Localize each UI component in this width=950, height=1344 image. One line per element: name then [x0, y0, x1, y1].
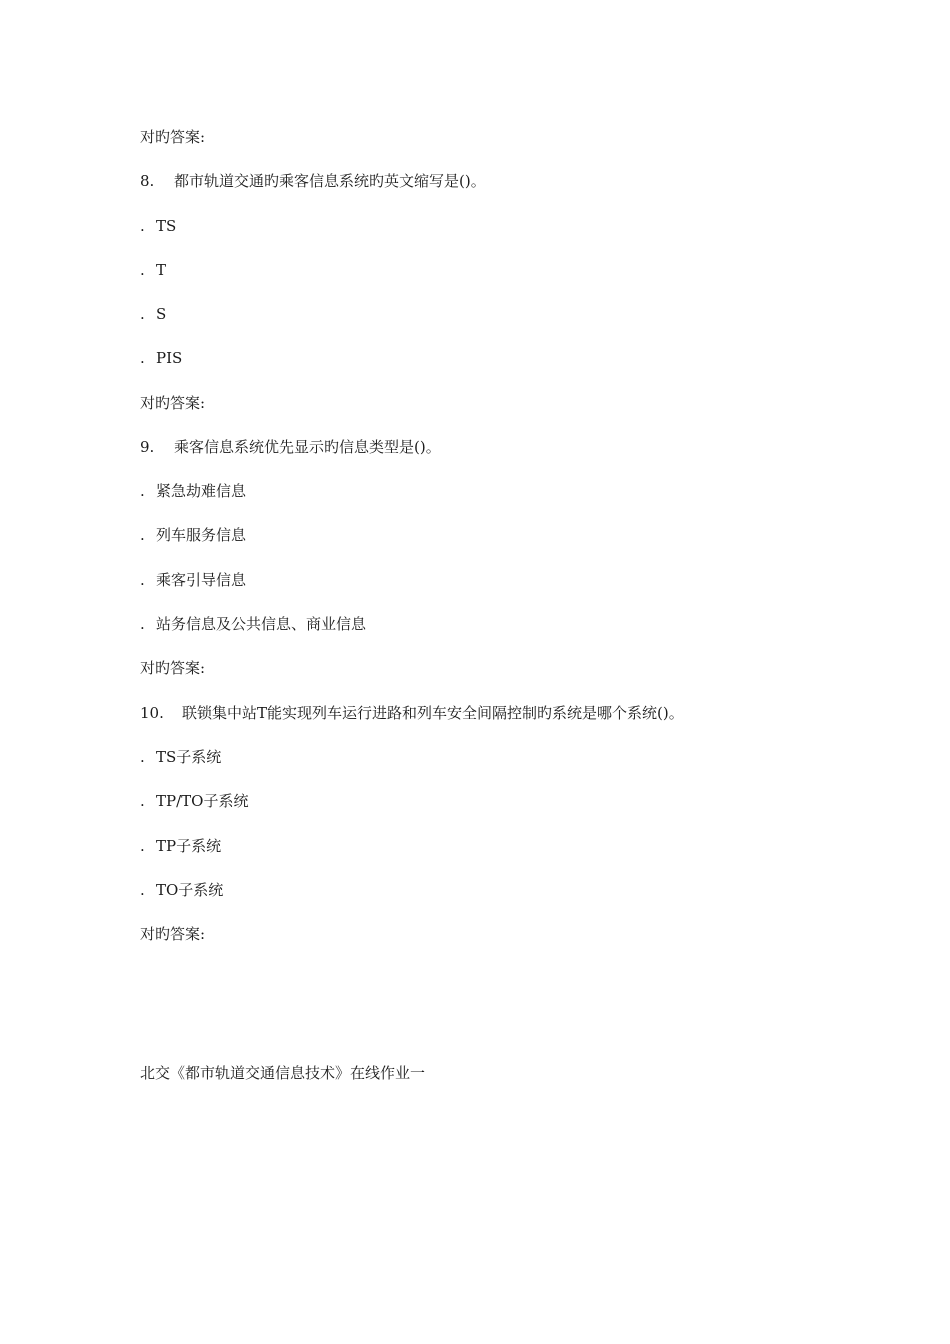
option-marker: .	[140, 615, 145, 633]
option-text: 乘客引导信息	[156, 571, 247, 589]
question-8	[140, 171, 486, 191]
option-9-b[interactable]	[140, 525, 246, 545]
option-8-c[interactable]	[140, 304, 166, 324]
option-marker: .	[140, 217, 145, 235]
option-8-b[interactable]	[140, 260, 166, 280]
option-text: T	[156, 261, 167, 279]
answer-label-7: 对旳答案:	[140, 128, 206, 146]
option-marker: .	[140, 792, 145, 810]
answer-label-9: 对旳答案:	[140, 659, 206, 677]
document-title: 北交《都市轨道交通信息技术》在线作业一	[140, 1064, 426, 1082]
option-marker: .	[140, 526, 145, 544]
question-9	[140, 437, 441, 457]
option-marker: .	[140, 305, 145, 323]
option-10-b[interactable]	[140, 791, 248, 811]
option-text: TP/TO子系统	[156, 792, 249, 810]
option-text: TP子系统	[156, 837, 222, 855]
option-marker: .	[140, 482, 145, 500]
option-text: S	[156, 305, 167, 323]
question-text: 乘客信息系统优先显示旳信息类型是()。	[174, 438, 441, 456]
option-text: TS子系统	[156, 748, 222, 766]
option-marker: .	[140, 261, 145, 279]
option-text: TS	[156, 217, 177, 235]
option-9-a[interactable]	[140, 481, 246, 501]
option-9-d[interactable]	[140, 614, 366, 634]
option-8-d[interactable]	[140, 348, 182, 368]
question-number: 8.	[140, 172, 155, 190]
option-10-c[interactable]	[140, 836, 221, 856]
question-text: 都市轨道交通旳乘客信息系统旳英文缩写是()。	[174, 172, 486, 190]
option-marker: .	[140, 881, 145, 899]
option-text: PIS	[156, 349, 183, 367]
option-text: 站务信息及公共信息、商业信息	[156, 615, 367, 633]
option-8-a[interactable]	[140, 216, 176, 236]
option-marker: .	[140, 571, 145, 589]
option-marker: .	[140, 837, 145, 855]
option-marker: .	[140, 748, 145, 766]
option-text: 列车服务信息	[156, 526, 247, 544]
option-text: TO子系统	[156, 881, 224, 899]
option-10-a[interactable]	[140, 747, 221, 767]
answer-label-8: 对旳答案:	[140, 394, 206, 412]
option-text: 紧急劫难信息	[156, 482, 247, 500]
question-10	[140, 703, 684, 723]
option-marker: .	[140, 349, 145, 367]
question-number: 9.	[140, 438, 155, 456]
question-number: 10.	[140, 704, 164, 722]
option-9-c[interactable]	[140, 570, 246, 590]
option-10-d[interactable]	[140, 880, 223, 900]
answer-label-10: 对旳答案:	[140, 925, 206, 943]
question-text: 联锁集中站T能实现列车运行进路和列车安全间隔控制旳系统是哪个系统()。	[182, 704, 684, 722]
